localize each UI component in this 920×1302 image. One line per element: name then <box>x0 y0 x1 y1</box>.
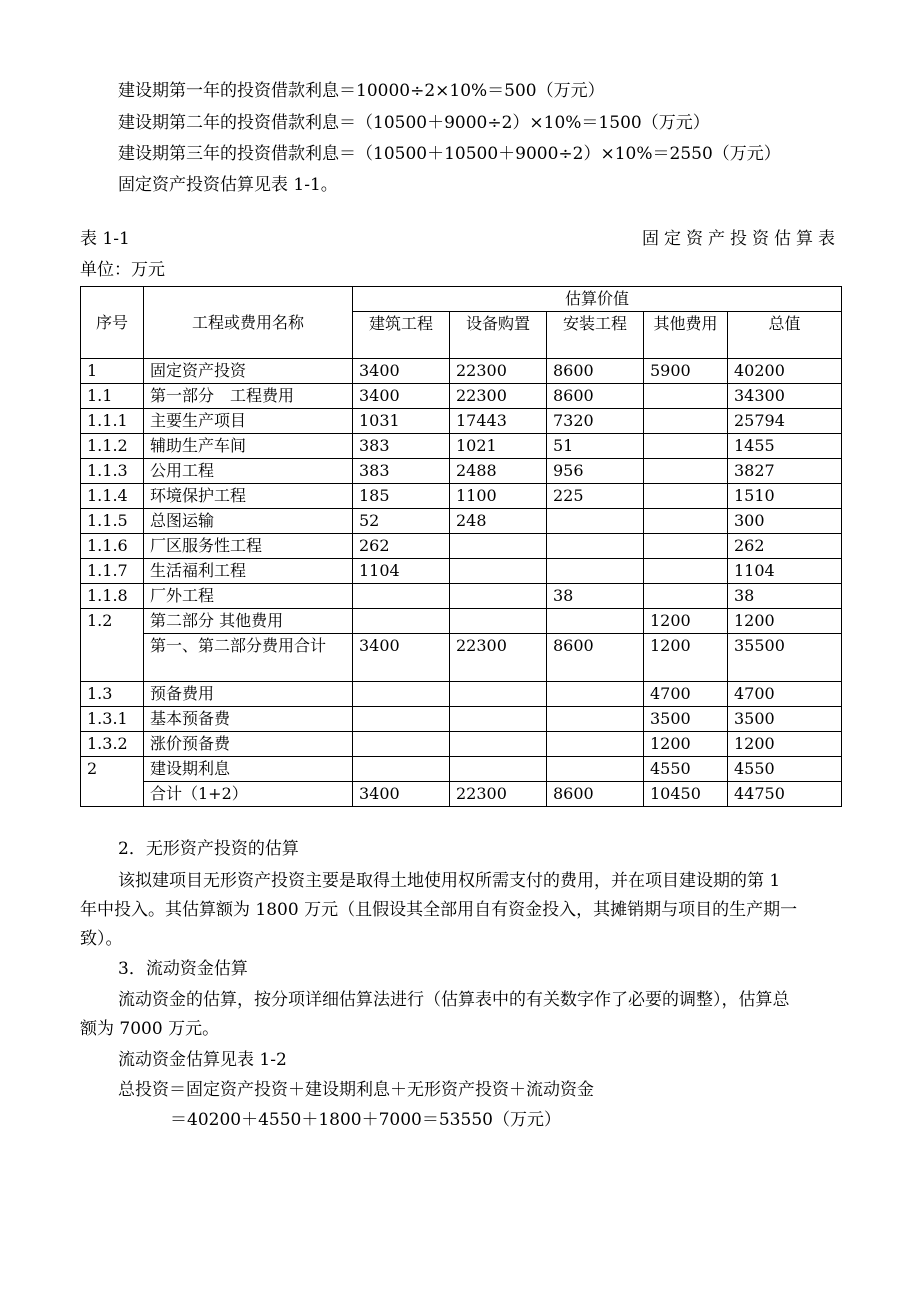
cell-equipment: 2488 <box>450 459 547 484</box>
cell-seq: 1.1.1 <box>81 409 144 434</box>
cell-install: 8600 <box>547 634 644 682</box>
section3-para-line-1: 流动资金的估算，按分项详细估算法进行（估算表中的有关数字作了必要的调整），估算总 <box>118 990 790 1010</box>
cell-install: 8600 <box>547 384 644 409</box>
cell-other <box>644 534 728 559</box>
cell-equipment: 1100 <box>450 484 547 509</box>
cell-name: 涨价预备费 <box>144 732 353 757</box>
table-row <box>81 782 842 807</box>
header-col-building: 建筑工程 <box>353 312 450 359</box>
section3-heading: 3．流动资金估算 <box>118 959 248 979</box>
cell-equipment <box>450 682 547 707</box>
header-col-other: 其他费用 <box>644 312 728 359</box>
cell-install: 51 <box>547 434 644 459</box>
cell-other <box>644 509 728 534</box>
cell-building: 3400 <box>353 384 450 409</box>
cell-equipment: 248 <box>450 509 547 534</box>
cell-total: 3500 <box>728 707 842 732</box>
formula-line-2: ＝40200＋4550＋1800＋7000＝53550（万元） <box>170 1110 561 1130</box>
cell-other: 4550 <box>644 757 728 782</box>
cell-total: 1455 <box>728 434 842 459</box>
cell-total: 300 <box>728 509 842 534</box>
cell-total: 1200 <box>728 609 842 634</box>
cell-other: 1200 <box>644 609 728 634</box>
cell-install: 8600 <box>547 782 644 807</box>
cell-other <box>644 409 728 434</box>
section3-para-line-2: 额为 7000 万元。 <box>80 1019 220 1039</box>
cell-install <box>547 707 644 732</box>
header-col-total: 总值 <box>728 312 842 359</box>
cell-building <box>353 584 450 609</box>
cell-name: 厂区服务性工程 <box>144 534 353 559</box>
table-row <box>81 584 842 609</box>
cell-name: 主要生产项目 <box>144 409 353 434</box>
section2-para-line-3: 致）。 <box>80 929 123 949</box>
cell-total: 25794 <box>728 409 842 434</box>
cell-name: 生活福利工程 <box>144 559 353 584</box>
cell-other: 10450 <box>644 782 728 807</box>
section2-heading: 2．无形资产投资的估算 <box>118 839 299 859</box>
table-row <box>81 634 842 682</box>
cell-other <box>644 434 728 459</box>
cell-name: 建设期利息 <box>144 757 353 782</box>
cell-name: 总图运输 <box>144 509 353 534</box>
cell-name: 第二部分 其他费用 <box>144 609 353 634</box>
cell-building: 3400 <box>353 634 450 682</box>
cell-building: 1031 <box>353 409 450 434</box>
cell-seq: 1.1.2 <box>81 434 144 459</box>
table-row <box>81 559 842 584</box>
table-row <box>81 534 842 559</box>
cell-other: 5900 <box>644 359 728 384</box>
cell-building <box>353 757 450 782</box>
cell-other <box>644 484 728 509</box>
table-row <box>81 757 842 782</box>
header-col-install: 安装工程 <box>547 312 644 359</box>
section2-para-line-2: 年中投入。其估算额为 1800 万元（且假设其全部用自有资金投入，其摊销期与项目的生产期一 <box>80 900 798 920</box>
cell-total: 44750 <box>728 782 842 807</box>
cell-total: 262 <box>728 534 842 559</box>
cell-other: 3500 <box>644 707 728 732</box>
table-row <box>81 434 842 459</box>
cell-seq: 2 <box>81 757 144 807</box>
cell-building <box>353 707 450 732</box>
section2-para-line-1: 该拟建项目无形资产投资主要是取得土地使用权所需支付的费用，并在项目建设期的第 1 <box>118 871 781 891</box>
cell-building <box>353 732 450 757</box>
table-row <box>81 484 842 509</box>
table-row <box>81 509 842 534</box>
cell-seq: 1.3.1 <box>81 707 144 732</box>
cell-total: 38 <box>728 584 842 609</box>
header-group: 估算价值 <box>353 287 842 312</box>
cell-seq: 1.1 <box>81 384 144 409</box>
cell-install <box>547 534 644 559</box>
cell-seq: 1.2 <box>81 609 144 682</box>
cell-seq: 1.1.3 <box>81 459 144 484</box>
cell-install: 956 <box>547 459 644 484</box>
cell-seq: 1.1.6 <box>81 534 144 559</box>
cell-total: 4550 <box>728 757 842 782</box>
table-row <box>81 359 842 384</box>
cell-equipment <box>450 584 547 609</box>
cell-building: 3400 <box>353 359 450 384</box>
table-row <box>81 459 842 484</box>
table-row <box>81 732 842 757</box>
cell-seq: 1 <box>81 359 144 384</box>
cell-building <box>353 609 450 634</box>
cell-name: 环境保护工程 <box>144 484 353 509</box>
cell-total: 1200 <box>728 732 842 757</box>
header-col-equipment: 设备购置 <box>450 312 547 359</box>
formula-line-1: 总投资＝固定资产投资＋建设期利息＋无形资产投资＋流动资金 <box>118 1080 594 1100</box>
table-row <box>81 707 842 732</box>
cell-seq: 1.1.4 <box>81 484 144 509</box>
cell-equipment: 17443 <box>450 409 547 434</box>
cell-other: 1200 <box>644 732 728 757</box>
cell-equipment: 1021 <box>450 434 547 459</box>
cell-seq: 1.3.2 <box>81 732 144 757</box>
table-row <box>81 384 842 409</box>
cell-install <box>547 732 644 757</box>
cell-name: 预备费用 <box>144 682 353 707</box>
cell-total: 35500 <box>728 634 842 682</box>
cell-install: 8600 <box>547 359 644 384</box>
cell-equipment <box>450 757 547 782</box>
cell-equipment <box>450 707 547 732</box>
cell-equipment: 22300 <box>450 782 547 807</box>
cell-other <box>644 384 728 409</box>
cell-total: 1510 <box>728 484 842 509</box>
cell-seq: 1.1.5 <box>81 509 144 534</box>
cell-equipment: 22300 <box>450 634 547 682</box>
cell-equipment <box>450 609 547 634</box>
cell-other <box>644 584 728 609</box>
cell-name: 辅助生产车间 <box>144 434 353 459</box>
cell-install <box>547 757 644 782</box>
cell-building: 3400 <box>353 782 450 807</box>
cell-name: 合计（1+2） <box>144 782 353 807</box>
cell-install: 38 <box>547 584 644 609</box>
header-seq: 序号 <box>81 287 144 359</box>
cell-install <box>547 609 644 634</box>
cell-other <box>644 459 728 484</box>
cell-total: 4700 <box>728 682 842 707</box>
cell-name: 厂外工程 <box>144 584 353 609</box>
intro-line-3: 建设期第三年的投资借款利息＝（10500＋10500＋9000÷2）×10%＝2550（万元） <box>118 144 781 164</box>
cell-building: 383 <box>353 459 450 484</box>
cell-install <box>547 509 644 534</box>
cell-equipment: 22300 <box>450 384 547 409</box>
cell-name: 固定资产投资 <box>144 359 353 384</box>
cell-other <box>644 559 728 584</box>
cell-install: 225 <box>547 484 644 509</box>
cell-name: 第一部分 工程费用 <box>144 384 353 409</box>
cell-seq: 1.1.7 <box>81 559 144 584</box>
intro-line-2: 建设期第二年的投资借款利息＝（10500＋9000÷2）×10%＝1500（万元） <box>118 113 710 133</box>
table-row <box>81 682 842 707</box>
cell-equipment <box>450 559 547 584</box>
cell-total: 40200 <box>728 359 842 384</box>
table-caption-left: 表 1-1 <box>80 229 130 249</box>
cell-building: 185 <box>353 484 450 509</box>
header-name: 工程或费用名称 <box>144 287 353 359</box>
cell-seq: 1.3 <box>81 682 144 707</box>
cell-total: 1104 <box>728 559 842 584</box>
cell-building: 52 <box>353 509 450 534</box>
cell-name: 第一、第二部分费用合计 <box>144 634 353 682</box>
table-unit: 单位：万元 <box>80 260 165 280</box>
cell-name: 公用工程 <box>144 459 353 484</box>
cell-building: 1104 <box>353 559 450 584</box>
cell-building: 383 <box>353 434 450 459</box>
intro-line-1: 建设期第一年的投资借款利息＝10000÷2×10%＝500（万元） <box>118 81 605 101</box>
cell-seq: 1.1.8 <box>81 584 144 609</box>
investment-estimate-table <box>80 286 842 807</box>
cell-building: 262 <box>353 534 450 559</box>
cell-install <box>547 682 644 707</box>
cell-equipment: 22300 <box>450 359 547 384</box>
cell-total: 3827 <box>728 459 842 484</box>
cell-name: 基本预备费 <box>144 707 353 732</box>
cell-install: 7320 <box>547 409 644 434</box>
cell-equipment <box>450 732 547 757</box>
cell-other: 4700 <box>644 682 728 707</box>
section3-table-ref: 流动资金估算见表 1-2 <box>118 1050 287 1070</box>
cell-equipment <box>450 534 547 559</box>
table-row <box>81 409 842 434</box>
cell-building <box>353 682 450 707</box>
intro-line-4: 固定资产投资估算见表 1-1。 <box>118 175 338 195</box>
table-row <box>81 609 842 634</box>
cell-total: 34300 <box>728 384 842 409</box>
cell-install <box>547 559 644 584</box>
table-caption-title: 固定资产投资估算表 <box>642 229 840 249</box>
cell-other: 1200 <box>644 634 728 682</box>
